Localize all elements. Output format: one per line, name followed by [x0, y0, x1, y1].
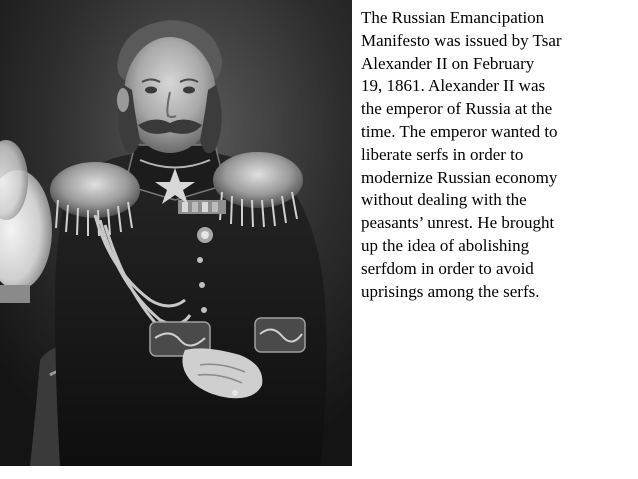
caption-line: uprisings among the serfs. [361, 281, 540, 301]
caption-line: The Russian Emancipation [361, 8, 545, 27]
caption-text [361, 7, 633, 303]
caption-line: Manifesto was issued by Tsar [361, 30, 562, 50]
caption-line: Alexander II on February [361, 53, 535, 73]
caption-line: serfdom in order to avoid [361, 258, 534, 278]
head [117, 20, 222, 153]
caption-line: the emperor of Russia at the [361, 99, 553, 119]
caption-line: peasants’ unrest. He brought [361, 213, 555, 233]
caption-line: without dealing with the [361, 190, 527, 210]
caption-line: modernize Russian economy [361, 167, 558, 187]
caption-line: liberate serfs in order to [361, 144, 524, 164]
caption-line: time. The emperor wanted to [361, 121, 558, 141]
caption-line: up the idea of abolishing [361, 235, 530, 255]
caption-line: 19, 1861. Alexander II was [361, 76, 546, 96]
